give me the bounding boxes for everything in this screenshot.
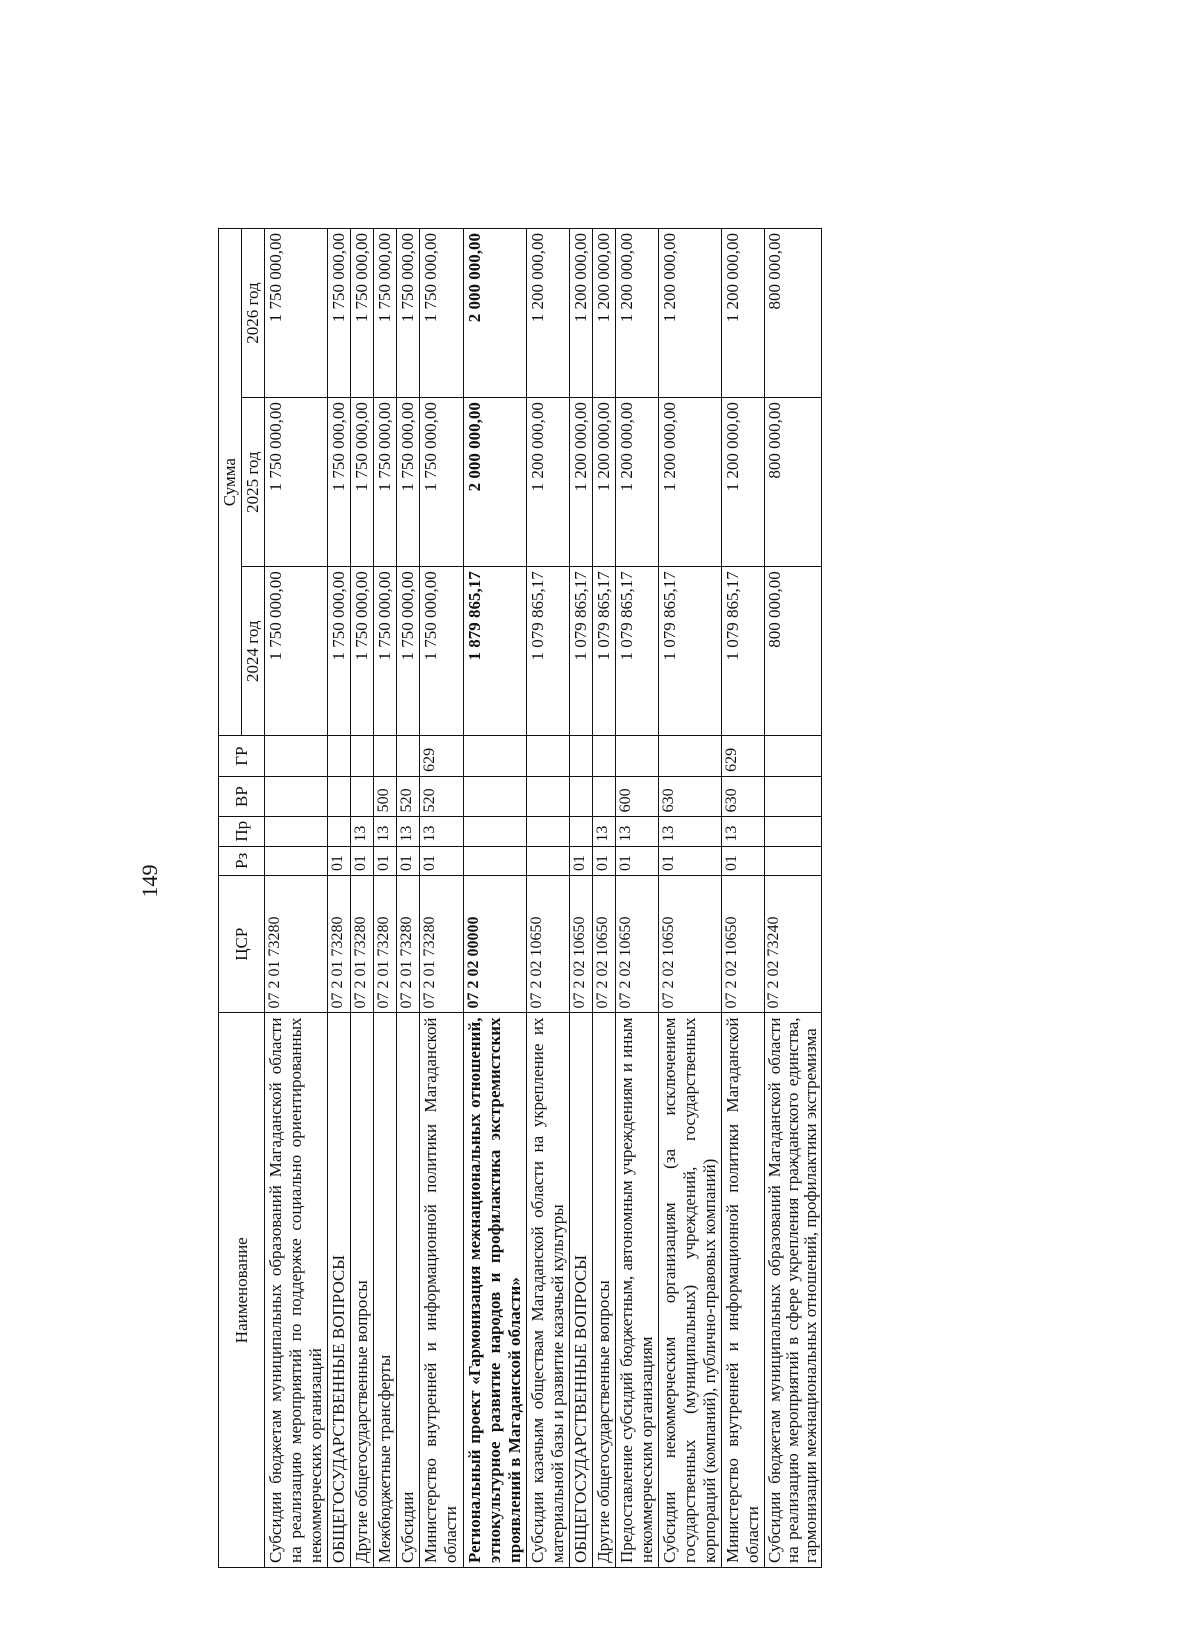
row-vr <box>463 776 526 817</box>
page-number: 149 <box>137 864 162 898</box>
row-csr: 07 2 02 10650 <box>569 875 592 1013</box>
table-row <box>397 229 420 1568</box>
row-vr <box>265 776 328 817</box>
row-rz <box>765 846 822 875</box>
header-rz: Рз <box>219 846 265 875</box>
row-2024: 1 079 865,17 <box>569 567 592 736</box>
row-name: Другие общегосударственные вопросы <box>351 1013 374 1568</box>
header-sum: Сумма <box>219 229 242 736</box>
row-2026: 1 750 000,00 <box>374 229 397 398</box>
row-rz: 01 <box>397 846 420 875</box>
row-2026: 1 200 000,00 <box>615 229 658 398</box>
row-2025: 1 200 000,00 <box>722 398 765 567</box>
row-pr: 13 <box>397 817 420 846</box>
rotated-page-content <box>218 228 1178 1568</box>
row-2025: 1 200 000,00 <box>569 398 592 567</box>
row-vr: 500 <box>374 776 397 817</box>
row-2025: 1 750 000,00 <box>374 398 397 567</box>
row-name: Субсидии казачьим обществам Магаданской области на укрепление их материальной базы и развитие казачьей культуры <box>526 1013 569 1568</box>
row-pr <box>765 817 822 846</box>
row-2024: 1 750 000,00 <box>374 567 397 736</box>
row-vr: 600 <box>615 776 658 817</box>
row-csr: 07 2 02 10650 <box>722 875 765 1013</box>
row-2024: 1 750 000,00 <box>351 567 374 736</box>
row-rz: 01 <box>328 846 351 875</box>
row-pr <box>569 817 592 846</box>
row-name: Министерство внутренней и информационной политики Магаданской области <box>420 1013 463 1568</box>
row-csr: 07 2 02 73240 <box>765 875 822 1013</box>
row-vr: 520 <box>420 776 463 817</box>
row-2026: 1 200 000,00 <box>592 229 615 398</box>
row-2024: 800 000,00 <box>765 567 822 736</box>
row-name: ОБЩЕГОСУДАРСТВЕННЫЕ ВОПРОСЫ <box>328 1013 351 1568</box>
row-gr <box>765 736 822 777</box>
header-csr: ЦСР <box>219 875 265 1013</box>
row-pr: 13 <box>615 817 658 846</box>
row-rz: 01 <box>420 846 463 875</box>
row-2026: 1 750 000,00 <box>265 229 328 398</box>
table-row <box>265 229 328 1568</box>
row-2026: 1 200 000,00 <box>658 229 721 398</box>
row-gr <box>351 736 374 777</box>
row-csr: 07 2 02 10650 <box>658 875 721 1013</box>
row-2024: 1 750 000,00 <box>328 567 351 736</box>
table-header <box>219 229 265 1568</box>
row-2024: 1 750 000,00 <box>397 567 420 736</box>
row-name: Субсидии бюджетам муниципальных образований Магаданской области на реализацию мероприятий в сфере укрепления гражданского единства, гармонизации межнациональных отношений, профилактики экстремизма <box>765 1013 822 1568</box>
row-vr <box>592 776 615 817</box>
row-pr <box>463 817 526 846</box>
row-2026: 1 200 000,00 <box>722 229 765 398</box>
row-name: Министерство внутренней и информационной политики Магаданской области <box>722 1013 765 1568</box>
row-pr: 13 <box>374 817 397 846</box>
header-2025: 2025 год <box>242 398 265 567</box>
row-pr: 13 <box>658 817 721 846</box>
row-name: Предоставление субсидий бюджетным, автономным учреждениям и иным некоммерческим организациям <box>615 1013 658 1568</box>
table-row-bold <box>463 229 526 1568</box>
row-name: Межбюджетные трансферты <box>374 1013 397 1568</box>
row-csr: 07 2 02 10650 <box>615 875 658 1013</box>
table-row <box>615 229 658 1568</box>
row-rz: 01 <box>592 846 615 875</box>
table-row <box>765 229 822 1568</box>
row-2024: 1 750 000,00 <box>420 567 463 736</box>
row-vr <box>765 776 822 817</box>
row-2024: 1 079 865,17 <box>658 567 721 736</box>
row-2025: 1 200 000,00 <box>615 398 658 567</box>
row-2026: 1 200 000,00 <box>569 229 592 398</box>
row-gr <box>265 736 328 777</box>
row-2025: 1 200 000,00 <box>658 398 721 567</box>
row-vr: 630 <box>722 776 765 817</box>
row-2026: 1 750 000,00 <box>420 229 463 398</box>
row-gr <box>615 736 658 777</box>
row-2024: 1 750 000,00 <box>265 567 328 736</box>
row-gr <box>526 736 569 777</box>
table-row <box>592 229 615 1568</box>
row-gr <box>463 736 526 777</box>
row-rz <box>463 846 526 875</box>
row-csr: 07 2 02 00000 <box>463 875 526 1013</box>
header-gr: ГР <box>219 736 265 777</box>
row-2025: 1 200 000,00 <box>526 398 569 567</box>
row-csr: 07 2 01 73280 <box>420 875 463 1013</box>
row-2024: 1 079 865,17 <box>526 567 569 736</box>
row-2025: 2 000 000,00 <box>463 398 526 567</box>
budget-table <box>218 228 822 1568</box>
header-2024: 2024 год <box>242 567 265 736</box>
row-2024: 1 079 865,17 <box>615 567 658 736</box>
row-csr: 07 2 02 10650 <box>592 875 615 1013</box>
row-2024: 1 079 865,17 <box>722 567 765 736</box>
row-2024: 1 879 865,17 <box>463 567 526 736</box>
row-csr: 07 2 01 73280 <box>397 875 420 1013</box>
row-2026: 1 750 000,00 <box>328 229 351 398</box>
row-rz <box>265 846 328 875</box>
row-vr <box>526 776 569 817</box>
header-pr: Пр <box>219 817 265 846</box>
row-rz: 01 <box>374 846 397 875</box>
row-rz: 01 <box>569 846 592 875</box>
row-2025: 1 750 000,00 <box>265 398 328 567</box>
row-rz <box>526 846 569 875</box>
header-2026: 2026 год <box>242 229 265 398</box>
row-gr: 629 <box>420 736 463 777</box>
row-gr <box>328 736 351 777</box>
row-gr <box>374 736 397 777</box>
row-2025: 1 750 000,00 <box>328 398 351 567</box>
row-rz: 01 <box>351 846 374 875</box>
row-csr: 07 2 01 73280 <box>328 875 351 1013</box>
row-gr: 629 <box>722 736 765 777</box>
row-pr: 13 <box>722 817 765 846</box>
row-csr: 07 2 02 10650 <box>526 875 569 1013</box>
table-row <box>374 229 397 1568</box>
table-body <box>265 229 822 1568</box>
row-gr <box>569 736 592 777</box>
row-vr <box>569 776 592 817</box>
header-vr: ВР <box>219 776 265 817</box>
row-2025: 800 000,00 <box>765 398 822 567</box>
row-name: Другие общегосударственные вопросы <box>592 1013 615 1568</box>
row-name: Региональный проект «Гармонизация межнациональных отношений, этнокультурное развитие народов и профилактика экстремистских проявлений в Магаданской области» <box>463 1013 526 1568</box>
row-vr: 630 <box>658 776 721 817</box>
row-2025: 1 750 000,00 <box>397 398 420 567</box>
row-pr <box>328 817 351 846</box>
row-2026: 2 000 000,00 <box>463 229 526 398</box>
row-2026: 1 750 000,00 <box>397 229 420 398</box>
row-csr: 07 2 01 73280 <box>374 875 397 1013</box>
row-csr: 07 2 01 73280 <box>351 875 374 1013</box>
table-row <box>351 229 374 1568</box>
row-2026: 1 750 000,00 <box>351 229 374 398</box>
row-2025: 1 200 000,00 <box>592 398 615 567</box>
row-pr: 13 <box>420 817 463 846</box>
row-rz: 01 <box>658 846 721 875</box>
row-2024: 1 079 865,17 <box>592 567 615 736</box>
row-pr: 13 <box>351 817 374 846</box>
row-vr <box>351 776 374 817</box>
row-2026: 1 200 000,00 <box>526 229 569 398</box>
table-row <box>526 229 569 1568</box>
row-name: Субсидии <box>397 1013 420 1568</box>
row-2025: 1 750 000,00 <box>351 398 374 567</box>
row-vr: 520 <box>397 776 420 817</box>
table-row <box>328 229 351 1568</box>
row-gr <box>658 736 721 777</box>
row-csr: 07 2 01 73280 <box>265 875 328 1013</box>
row-pr: 13 <box>592 817 615 846</box>
row-gr <box>397 736 420 777</box>
table-row <box>420 229 463 1568</box>
table-row <box>658 229 721 1568</box>
row-2025: 1 750 000,00 <box>420 398 463 567</box>
row-2026: 800 000,00 <box>765 229 822 398</box>
row-name: ОБЩЕГОСУДАРСТВЕННЫЕ ВОПРОСЫ <box>569 1013 592 1568</box>
row-gr <box>592 736 615 777</box>
row-name: Субсидии бюджетам муниципальных образований Магаданской области на реализацию мероприятий по поддержке социально ориентированных некоммерческих организаций <box>265 1013 328 1568</box>
row-pr <box>526 817 569 846</box>
header-name: Наименование <box>219 1013 265 1568</box>
row-rz: 01 <box>615 846 658 875</box>
table-row <box>569 229 592 1568</box>
table-row <box>722 229 765 1568</box>
row-rz: 01 <box>722 846 765 875</box>
row-name: Субсидии некоммерческим организациям (за исключением государственных (муниципальных) учреждений, государственных корпораций (компаний), публично-правовых компаний) <box>658 1013 721 1568</box>
row-pr <box>265 817 328 846</box>
row-vr <box>328 776 351 817</box>
